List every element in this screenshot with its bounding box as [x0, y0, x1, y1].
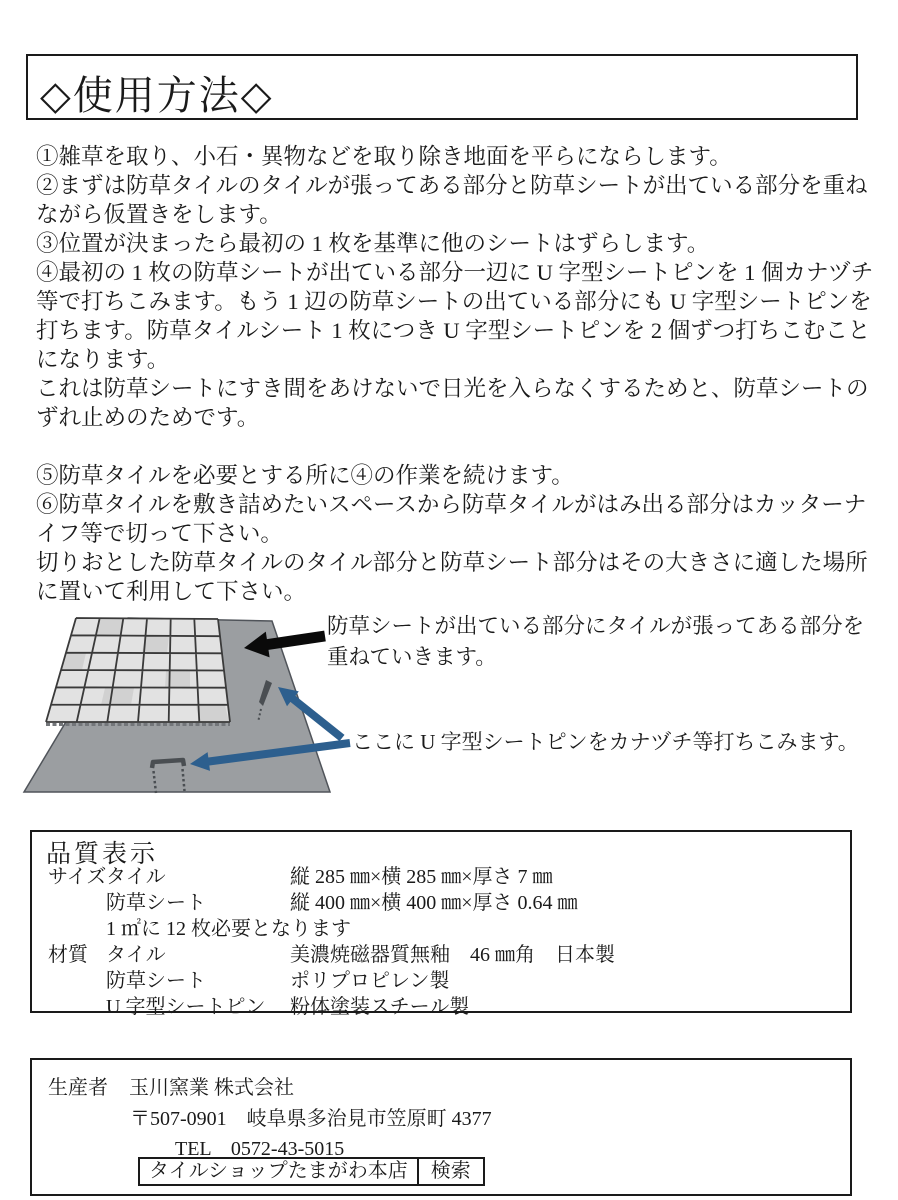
title-box	[26, 54, 858, 120]
annotation-overlap-line1: 防草シートが出ている部分にタイルが張ってある部分を	[327, 614, 865, 638]
instruction-line: ③位置が決まったら最初の 1 枚を基準に他のシートはずらします。	[36, 231, 710, 256]
quality-row-item: 1 ㎡に 12 枚必要となります	[106, 918, 351, 940]
quality-row	[32, 968, 850, 994]
instruction-line: 切りおとした防草タイルのタイル部分と防草シート部分はその大きさに適した場所	[36, 550, 868, 575]
quality-row	[32, 864, 850, 890]
producer-label: 生産者	[48, 1077, 108, 1099]
instructions-block-1	[36, 142, 874, 432]
producer-address: 〒507-0901 岐阜県多治見市笠原町 4377	[130, 1108, 492, 1130]
instruction-line: これは防草シートにすき間をあけないで日光を入らなくするためと、防草シートの	[36, 376, 869, 401]
tile-sheet-illustration	[20, 610, 380, 805]
quality-row-item: U 字型シートピン	[106, 996, 266, 1018]
instruction-line: ④最初の 1 枚の防草シートが出ている部分一辺に U 字型シートピンを 1 個カナヅチ	[36, 260, 874, 285]
quality-row	[32, 942, 850, 968]
quality-row-value: 美濃焼磁器質無釉 46 ㎜角 日本製	[290, 944, 615, 966]
quality-row-item: 防草シート	[106, 970, 206, 992]
quality-row	[32, 916, 850, 942]
instruction-line: に置いて利用して下さい。	[36, 579, 307, 604]
instruction-line: ⑥防草タイルを敷き詰めたいスペースから防草タイルがはみ出る部分はカッターナ	[36, 492, 867, 517]
instruction-line: ながら仮置きをします。	[36, 202, 282, 227]
instruction-line: ⑤防草タイルを必要とする所に④の作業を続けます。	[36, 463, 574, 488]
quality-row	[32, 890, 850, 916]
search-box-mockup	[138, 1157, 485, 1186]
annotation-pin: ここに U 字型シートピンをカナヅチ等打ちこみます。	[352, 730, 859, 754]
quality-box	[30, 830, 852, 1018]
instruction-line: ②まずは防草タイルのタイルが張ってある部分と防草シートが出ている部分を重ね	[36, 173, 868, 198]
instruction-line: ①雑草を取り、小石・異物などを取り除き地面を平らにならします。	[36, 144, 732, 169]
instruction-line: ずれ止めのためです。	[36, 405, 260, 430]
quality-row-value: 縦 400 ㎜×横 400 ㎜×厚さ 0.64 ㎜	[290, 892, 578, 914]
producer-tel: TEL 0572-43-5015	[175, 1138, 345, 1160]
instructions-block-2	[36, 461, 870, 606]
instruction-line: になります。	[36, 347, 170, 372]
annotation-overlap	[327, 611, 864, 673]
quality-row	[32, 994, 850, 1020]
search-button: 検索	[430, 1160, 471, 1182]
page-title: ◇使用方法◇	[40, 73, 274, 118]
quality-row-value: ポリプロピレン製	[290, 970, 450, 992]
annotation-overlap-line2: 重ねていきます。	[327, 645, 497, 669]
instruction-line: 打ちます。防草タイルシート 1 枚につき U 字型シートピンを 2 個ずつ打ちこむこと	[36, 318, 871, 343]
quality-row-value: 縦 285 ㎜×横 285 ㎜×厚さ 7 ㎜	[290, 866, 553, 888]
quality-heading: 品質表示	[46, 841, 159, 868]
instruction-line: イフ等で切って下さい。	[36, 521, 283, 546]
quality-row-label: サイズ	[48, 866, 107, 888]
quality-row-label: 材質	[48, 944, 88, 966]
quality-row-value: 粉体塗装スチール製	[290, 996, 470, 1018]
search-term-text: タイルショップたまがわ本店	[140, 1159, 419, 1184]
instruction-line: 等で打ちこみます。もう 1 辺の防草シートの出ている部分にも U 字型シートピンを	[36, 289, 872, 314]
producer-company: 玉川窯業 株式会社	[129, 1077, 294, 1099]
producer-box	[30, 1058, 852, 1196]
quality-row-item: タイル	[106, 944, 166, 966]
quality-row-item: タイル	[106, 866, 166, 888]
quality-row-item: 防草シート	[106, 892, 206, 914]
